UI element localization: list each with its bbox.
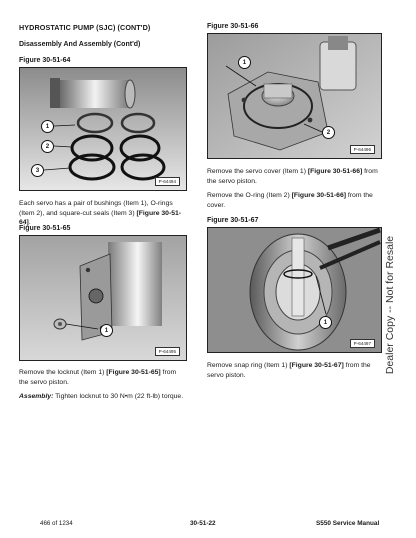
figure-ref: [Figure 30-51-66] [291,192,347,199]
figure-label-67: Figure 30-51-67 [207,217,259,224]
figure-ref: [Figure 30-51-67] [289,362,344,369]
watermark-text: Dealer Copy -- Not for Resale [384,235,396,375]
callout-1: 1 [100,324,113,337]
callout-1: 1 [41,120,54,133]
figure-label-66: Figure 30-51-66 [207,23,259,30]
photo-id: P-64495 [155,347,180,356]
section-title: HYDROSTATIC PUMP (SJC) (CONT'D) [19,23,151,32]
callout-1: 1 [238,56,251,69]
callout-2: 2 [322,126,335,139]
figure-label-64: Figure 30-51-64 [19,57,71,64]
figure-photo-67 [207,227,382,353]
figure-photo-64 [19,67,187,191]
page-number: 30-51-22 [190,520,216,527]
assembly-label: Assembly: [19,393,54,400]
figure-label-65: Figure 30-51-65 [19,225,71,232]
paragraph-snap-ring: Remove snap ring (Item 1) [Figure 30-51-67] from the servo piston. [207,362,371,379]
figure-photo-65 [19,235,187,361]
figure-ref: [Figure 30-51-65] [106,369,161,376]
photo-id: P-64494 [155,177,180,186]
paragraph-oring: Remove the O-ring (Item 2) [Figure 30-51-66] from the cover. [207,192,373,209]
photo-id: P-64497 [350,339,375,348]
paragraph-assembly: Assembly: Tighten locknut to 30 N•m (22 ft-lb) torque. [19,393,184,400]
section-subtitle: Disassembly And Assembly (Cont'd) [19,41,141,48]
callout-2: 2 [41,140,54,153]
photo-id: P-64496 [350,145,375,154]
page-count: 466 of 1234 [40,520,73,527]
callout-3: 3 [31,164,44,177]
paragraph-locknut: Remove the locknut (Item 1) [Figure 30-51-65] from the servo piston. [19,369,177,386]
figure-ref: [Figure 30-51-64] [19,209,182,227]
manual-title: S550 Service Manual [316,520,380,527]
paragraph-seals: Each servo has a pair of bushings (Item 1), O-rings (Item 2), and square-cut seals (Item 3) [Figure 30-51-64]. [19,200,182,227]
paragraph-servo-cover: Remove the servo cover (Item 1) [Figure 30-51-66] from the servo piston. [207,168,378,185]
callout-1: 1 [319,316,332,329]
figure-ref: [Figure 30-51-66] [307,168,363,175]
figure-photo-66 [207,33,382,159]
